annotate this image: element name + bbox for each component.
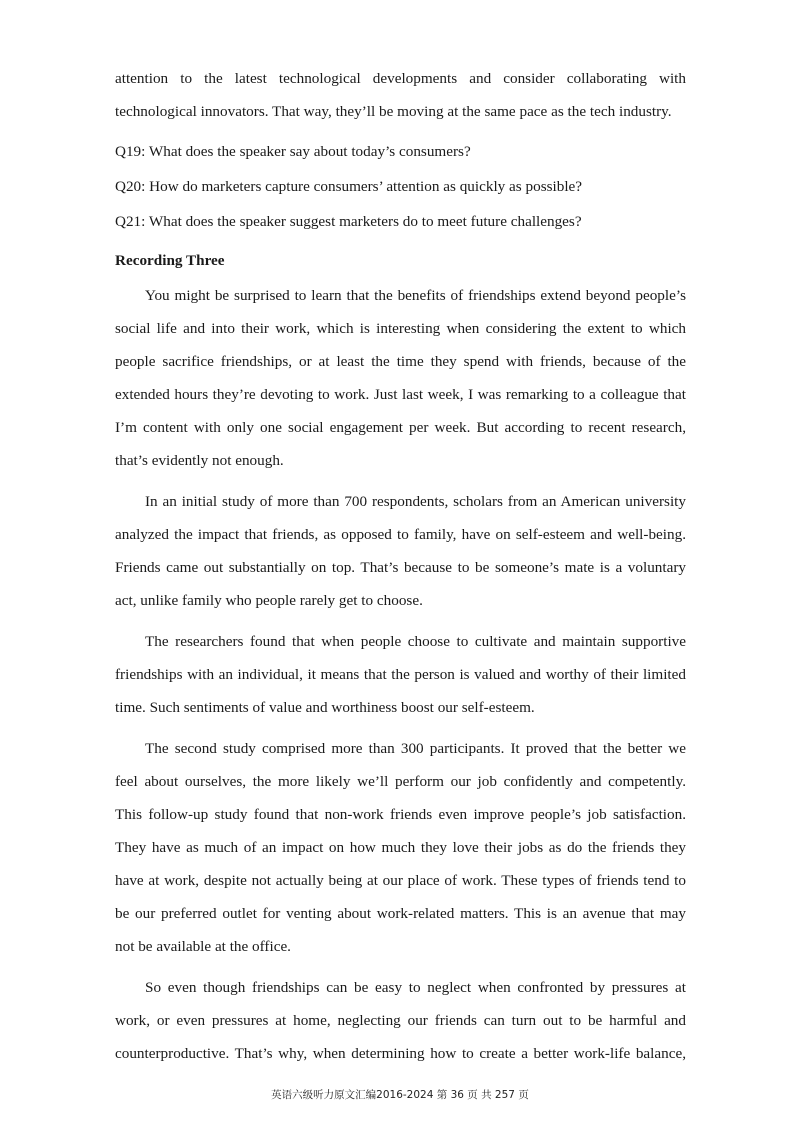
text-line: extended hours they’re devoting to work. Just last week, I was remarking to a colleague that bbox=[115, 386, 686, 403]
text-line: attention to the latest technological developments and consider collaborating with bbox=[115, 70, 686, 87]
question-item: Q21: What does the speaker suggest marketers do to meet future challenges? bbox=[115, 213, 582, 230]
text-line: act, unlike family who people rarely get to choose. bbox=[115, 592, 423, 609]
text-line: The researchers found that when people choose to cultivate and maintain supportive bbox=[145, 633, 686, 650]
text-line: have at work, despite not actually being at our place of work. These types of friends tend to bbox=[115, 872, 686, 889]
text-line: analyzed the impact that friends, as opposed to family, have on self-esteem and well-being. bbox=[115, 526, 686, 543]
text-line: Friends came out substantially on top. That’s because to be someone’s mate is a voluntary bbox=[115, 559, 686, 576]
question-item: Q19: What does the speaker say about today’s consumers? bbox=[115, 143, 471, 160]
paragraph bbox=[115, 279, 686, 477]
text-line: not be available at the office. bbox=[115, 938, 291, 955]
text-line: people sacrifice friendships, or at least the time they spend with friends, because of the bbox=[115, 353, 686, 370]
text-line: social life and into their work, which is interesting when considering the extent to which bbox=[115, 320, 686, 337]
text-line: that’s evidently not enough. bbox=[115, 452, 284, 469]
text-line: counterproductive. That’s why, when determining how to create a better work-life balance, bbox=[115, 1045, 686, 1062]
page-footer: 英语六级听力原文汇编2016-2024 第 36 页 共 257 页 bbox=[271, 1089, 529, 1101]
document-page bbox=[115, 62, 686, 1078]
text-line: This follow-up study found that non-work friends even improve people’s job satisfaction. bbox=[115, 806, 686, 823]
paragraph bbox=[115, 971, 686, 1070]
text-line: be our preferred outlet for venting about work-related matters. This is an avenue that may bbox=[115, 905, 686, 922]
text-line: time. Such sentiments of value and worthiness boost our self-esteem. bbox=[115, 699, 535, 716]
text-line: In an initial study of more than 700 respondents, scholars from an American university bbox=[145, 493, 686, 510]
text-line: You might be surprised to learn that the benefits of friendships extend beyond people’s bbox=[145, 287, 686, 304]
text-line: They have as much of an impact on how much they love their jobs as do the friends they bbox=[115, 839, 686, 856]
question-list bbox=[115, 134, 686, 239]
intro-paragraph bbox=[115, 62, 686, 128]
text-line: The second study comprised more than 300 participants. It proved that the better we bbox=[145, 740, 686, 757]
text-line: So even though friendships can be easy to neglect when confronted by pressures at bbox=[145, 979, 686, 996]
question-item: Q20: How do marketers capture consumers’ attention as quickly as possible? bbox=[115, 178, 583, 195]
paragraph bbox=[115, 625, 686, 724]
paragraph bbox=[115, 732, 686, 963]
text-line: work, or even pressures at home, neglecting our friends can turn out to be harmful and bbox=[115, 1012, 686, 1029]
text-line: I’m content with only one social engagement per week. But according to recent research, bbox=[115, 419, 686, 436]
text-line: friendships with an individual, it means that the person is valued and worthy of their limited bbox=[115, 666, 686, 683]
text-line: technological innovators. That way, they’ll be moving at the same pace as the tech industry. bbox=[115, 103, 672, 120]
section-heading: Recording Three bbox=[115, 252, 225, 269]
text-line: feel about ourselves, the more likely we’ll perform our job confidently and competently. bbox=[115, 773, 686, 790]
paragraph bbox=[115, 485, 686, 617]
